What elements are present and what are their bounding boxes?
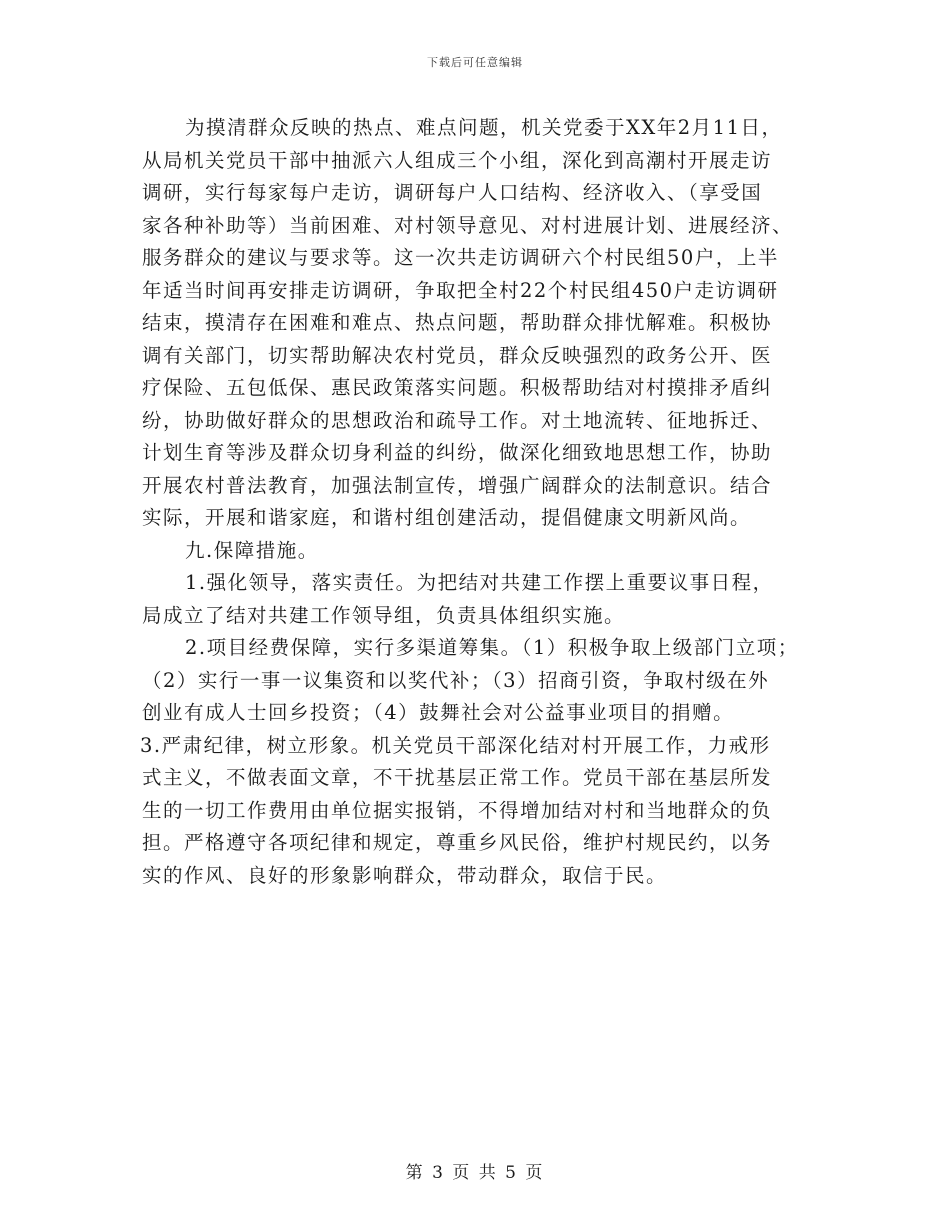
text-line: 调有关部门，切实帮助解决农村党员，群众反映强烈的政务公开、医 (142, 343, 773, 367)
text-line: （2）实行一事一议集资和以奖代补；（3）招商引资，争取村级在外 (142, 668, 770, 692)
text-line: 年适当时间再安排走访调研，争取把全村22个村民组450户走访调研 (142, 278, 779, 302)
page-header: 下载后可任意编辑 (427, 56, 523, 69)
text-line: 实的作风、良好的形象影响群众，带动群众，取信于民。 (142, 863, 668, 887)
text-line: 疗保险、五包低保、惠民政策落实问题。积极帮助结对村摸排矛盾纠 (142, 376, 773, 399)
text-line: 从局机关党员干部中抽派六人组成三个小组，深化到高潮村开展走访 (142, 148, 773, 172)
text-line: 3.严肃纪律，树立形象。机关党员干部深化结对村开展工作，力戒形 (140, 733, 771, 757)
text-line: 结束，摸清存在困难和难点、热点问题，帮助群众排忧解难。积极协 (142, 311, 773, 334)
text-line: 实际，开展和谐家庭，和谐村组创建活动，提倡健康文明新风尚。 (142, 506, 752, 529)
text-line: 家各种补助等）当前困难、对村领导意见、对村进展计划、进展经济、 (142, 213, 794, 237)
text-line: 为摸清群众反映的热点、难点问题，机关党委于XX年2月11日， (185, 116, 783, 139)
text-line: 1.强化领导，落实责任。为把结对共建工作摆上重要议事日程， (185, 571, 774, 594)
page-number: 第 3 页 共 5 页 (405, 1163, 545, 1183)
text-line: 担。严格遵守各项纪律和规定，尊重乡风民俗，维护村规民约，以务 (142, 831, 773, 854)
text-line: 式主义，不做表面文章，不干扰基层正常工作。党员干部在基层所发 (142, 766, 773, 789)
document-body (142, 112, 808, 892)
text-line: 2.项目经费保障，实行多渠道筹集。（1）积极争取上级部门立项； (185, 636, 799, 659)
text-line: 开展农村普法教育，加强法制宣传，增强广阔群众的法制意识。结合 (142, 473, 773, 497)
text-line: 计划生育等涉及群众切身利益的纠纷，做深化细致地思想工作，协助 (142, 441, 773, 464)
text-line: 调研，实行每家每户走访，调研每户人口结构、经济收入、（享受国 (142, 181, 763, 204)
text-line: 创业有成人士回乡投资；（4）鼓舞社会对公益事业项目的捐赠。 (142, 701, 735, 724)
text-line: 服务群众的建议与要求等。这一次共走访调研六个村民组50户，上半 (142, 246, 779, 269)
text-line: 生的一切工作费用由单位据实报销，不得增加结对村和当地群众的负 (142, 798, 773, 822)
text-line: 纷，协助做好群众的思想政治和疏导工作。对土地流转、征地拆迁、 (142, 408, 773, 432)
section-heading: 九.保障措施。 (185, 538, 319, 562)
text-line: 局成立了结对共建工作领导组，负责具体组织实施。 (142, 603, 626, 627)
